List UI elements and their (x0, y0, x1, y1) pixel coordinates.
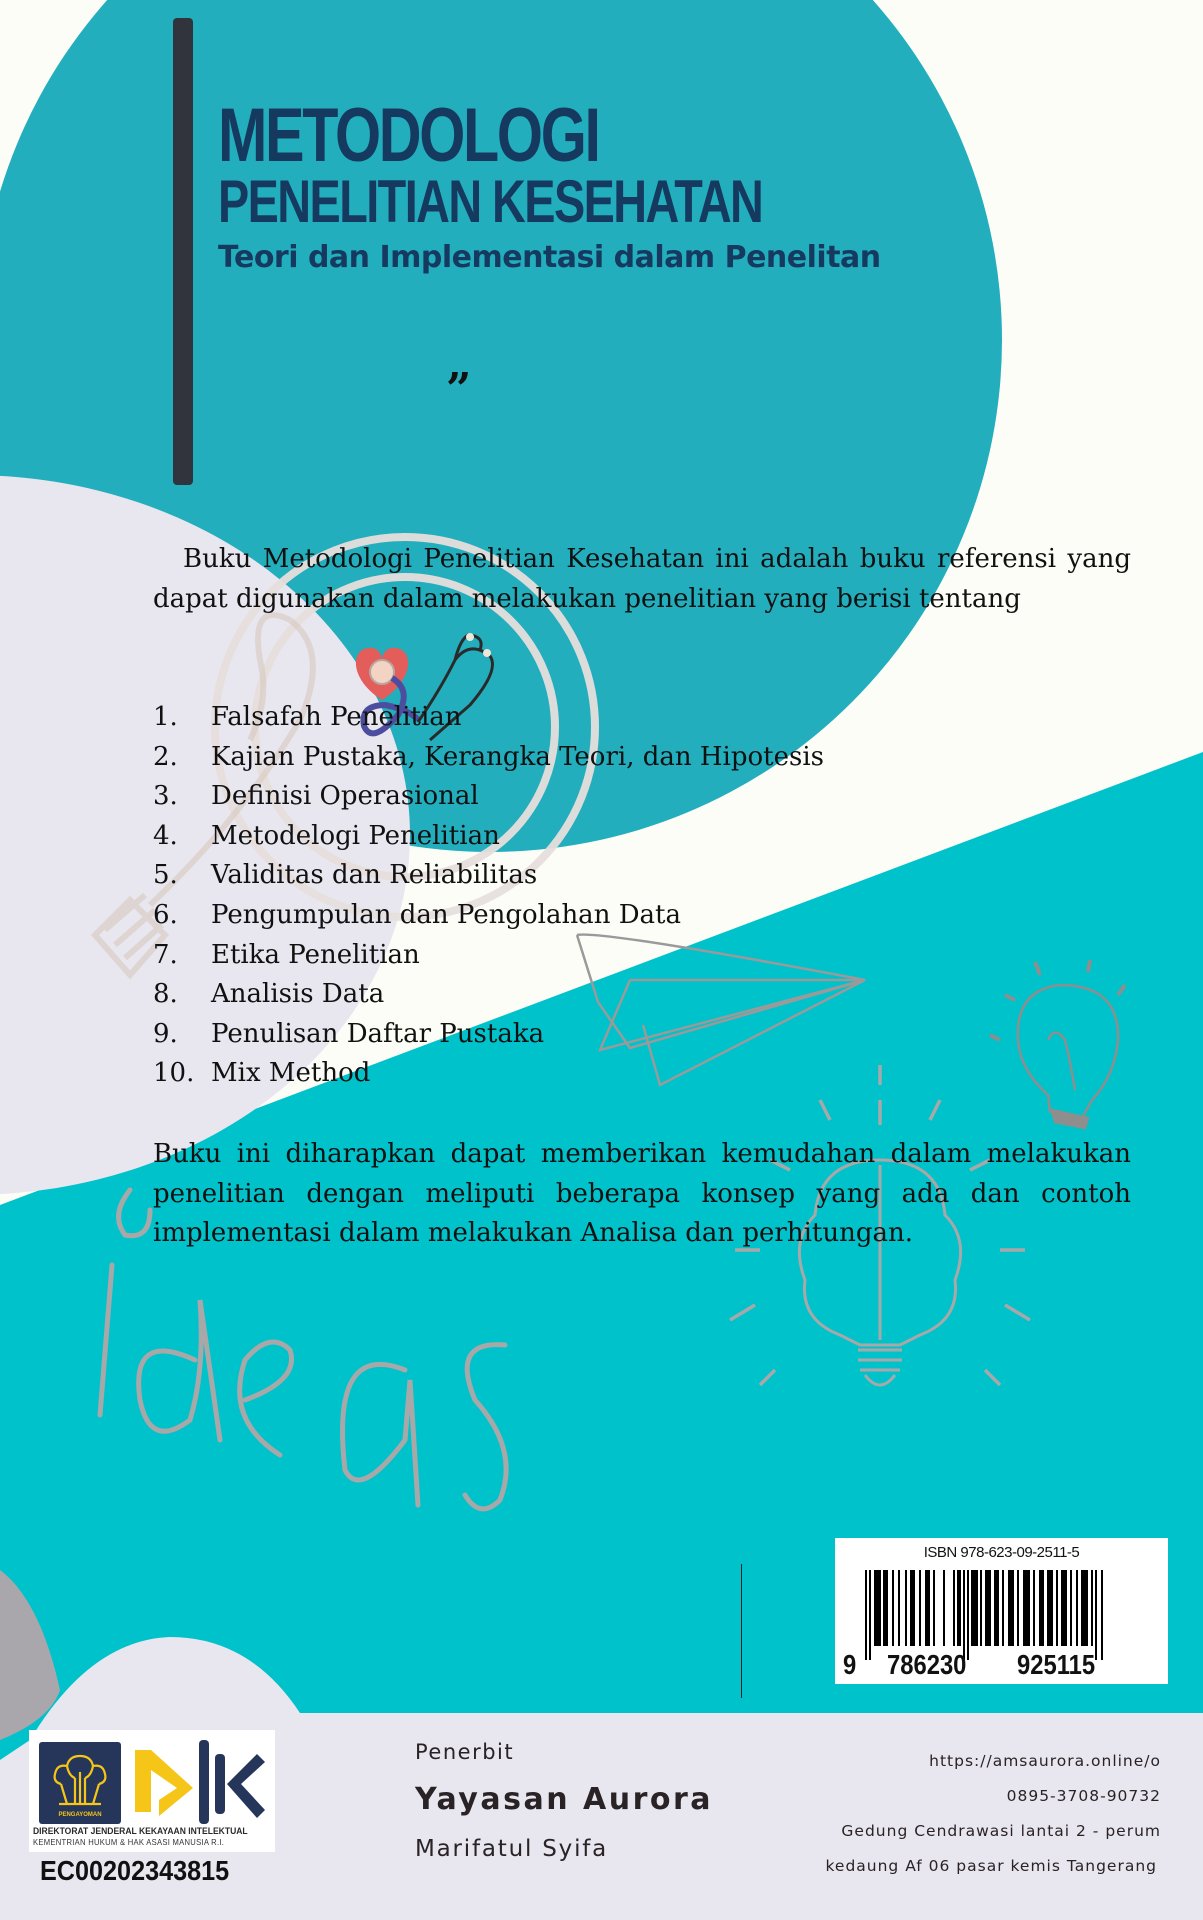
barcode-icon (865, 1570, 1150, 1660)
list-item: 10. Mix Method (153, 1054, 824, 1094)
djki-logo (29, 1730, 275, 1852)
list-item: 9. Penulisan Daftar Pustaka (153, 1015, 824, 1055)
topic-label: Mix Method (211, 1058, 371, 1089)
isbn-label: ISBN 978-623-09-2511-5 (923, 1544, 1080, 1561)
intro-paragraph: Buku Metodologi Penelitian Kesehatan ini adalah buku referensi yang dapat digunakan dalam melakukan penelitian yang berisi tentang (153, 544, 1131, 614)
publisher-url[interactable]: https://amsaurora.online/o (929, 1752, 1161, 1770)
publisher-label: Penerbit (415, 1740, 515, 1764)
list-item: 8. Analisis Data (153, 975, 824, 1015)
quote-mark: ” (446, 364, 472, 415)
publisher-address-line1: Gedung Cendrawasi lantai 2 - perum (841, 1822, 1161, 1840)
topic-label: Validitas dan Reliabilitas (211, 860, 538, 891)
topic-label: Etika Penelitian (211, 939, 420, 970)
topic-label: Kajian Pustaka, Kerangka Teori, dan Hipotesis (211, 741, 824, 772)
topic-label: Metodelogi Penelitian (211, 820, 500, 851)
publisher-person: Marifatul Syifa (415, 1836, 609, 1862)
closing-paragraph: Buku ini diharapkan dapat memberikan kemudahan dalam melakukan penelitian dengan meliputi beberapa konsep yang ada dan contoh implementasi dalam melakukan Analisa dan perhitungan. (153, 1139, 1131, 1249)
accent-bar (173, 18, 193, 485)
isbn-digit-lead: 9 (843, 1649, 857, 1680)
list-item: 5. Validitas dan Reliabilitas (153, 856, 824, 896)
pengayoman-emblem-icon (39, 1742, 121, 1824)
list-item: 3. Definisi Operasional (153, 777, 824, 817)
topic-label: Penulisan Daftar Pustaka (211, 1018, 545, 1049)
svg-text:PENGAYOMAN: PENGAYOMAN (58, 1812, 102, 1818)
registration-code: EC00202343815 (40, 1855, 230, 1886)
publisher-address-line2: kedaung Af 06 pasar kemis Tangerang (825, 1857, 1157, 1875)
topic-label: Pengumpulan dan Pengolahan Data (211, 899, 681, 930)
book-title: METODOLOGI (218, 93, 599, 178)
book-subtitle: Teori dan Implementasi dalam Penelitan (218, 240, 881, 275)
divider-line (741, 1564, 742, 1698)
topic-label: Analisis Data (211, 979, 385, 1010)
isbn-digits-right: 925115 (1017, 1649, 1096, 1680)
list-item: 2. Kajian Pustaka, Kerangka Teori, dan Hipotesis (153, 738, 824, 778)
djki-line1: DIREKTORAT JENDERAL KEKAYAAN INTELEKTUAL (33, 1826, 248, 1836)
topic-list (153, 698, 824, 1094)
topic-label: Definisi Operasional (211, 781, 479, 812)
list-item: 6. Pengumpulan dan Pengolahan Data (153, 896, 824, 936)
publisher-name: Yayasan Aurora (415, 1782, 714, 1817)
djki-line2: KEMENTRIAN HUKUM & HAK ASASI MANUSIA R.I. (33, 1837, 225, 1847)
book-title-line2: PENELITIAN KESEHATAN (218, 168, 763, 235)
list-item: 1. Falsafah Penelitian (153, 698, 824, 738)
publisher-phone: 0895-3708-90732 (1006, 1787, 1161, 1805)
topic-label: Falsafah Penelitian (211, 702, 462, 732)
isbn-barcode (835, 1538, 1168, 1684)
djki-brand-icon (129, 1736, 269, 1828)
list-item: 4. Metodelogi Penelitian (153, 817, 824, 857)
list-item: 7. Etika Penelitian (153, 936, 824, 976)
isbn-digits-left: 786230 (887, 1649, 967, 1680)
